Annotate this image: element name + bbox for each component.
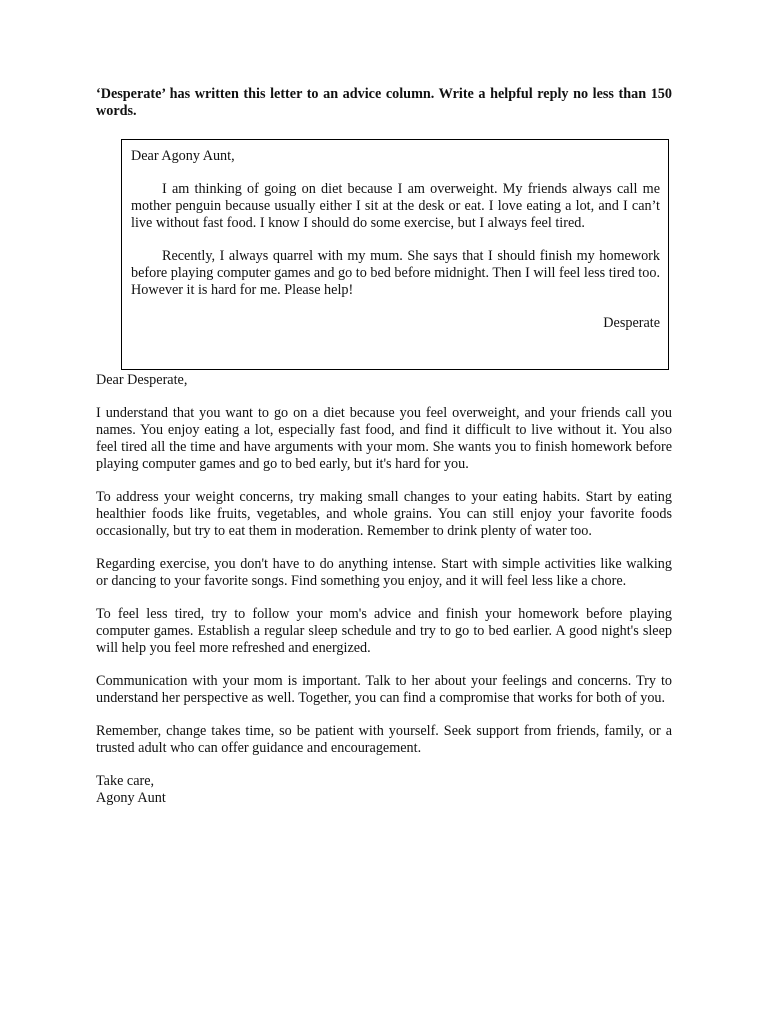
letter-signature: Desperate [603, 315, 660, 331]
reply-closing: Take care, [96, 773, 155, 789]
reply-paragraph-3: Regarding exercise, you don't have to do anything intense. Start with simple activities like walking or dancing to your favorite songs. Find something you enjoy, and it will feel less like a chore. [96, 556, 672, 589]
reply-paragraph-5: Communication with your mom is important. Talk to her about your feelings and concerns. Try to understand her perspective as well. Together, you can find a compromise that works for both of you. [96, 673, 672, 706]
reply-paragraph-1: I understand that you want to go on a diet because you feel overweight, and your friends call you names. You enjoy eating a lot, especially fast food, and find it difficult to live without it. You also feel tired all the time and have arguments with your mom. She wants you to finish homework before playing computer games and go to bed early, but it's hard for you. [96, 405, 672, 472]
reply-salutation: Dear Desperate, [96, 372, 188, 388]
assignment-instruction: ‘Desperate’ has written this letter to an advice column. Write a helpful reply no less than 150 words. [96, 86, 672, 119]
reply-paragraph-6: Remember, change takes time, so be patient with yourself. Seek support from friends, family, or a trusted adult who can offer guidance and encouragement. [96, 723, 672, 756]
reply-paragraph-4: To feel less tired, try to follow your mom's advice and finish your homework before playing computer games. Establish a regular sleep schedule and try to go to bed earlier. A good night's sleep will help you feel more refreshed and energized. [96, 606, 672, 656]
letter-salutation: Dear Agony Aunt, [131, 148, 235, 164]
original-letter-box [121, 139, 669, 370]
letter-paragraph-2: Recently, I always quarrel with my mum. She says that I should finish my homework before playing computer games and go to bed before midnight. Then I will feel less tired too. However it is hard for me. Please help! [131, 248, 660, 298]
reply-signature: Agony Aunt [96, 790, 166, 806]
reply-letter [96, 372, 672, 807]
letter-paragraph-1: I am thinking of going on diet because I am overweight. My friends always call me mother penguin because usually either I sit at the desk or eat. I love eating a lot, and I can’t live without fast food. I know I should do some exercise, but I always feel tired. [131, 181, 660, 231]
reply-paragraph-2: To address your weight concerns, try making small changes to your eating habits. Start by eating healthier foods like fruits, vegetables, and whole grains. You can still enjoy your favorite foods occasionally, but try to eat them in moderation. Remember to drink plenty of water too. [96, 489, 672, 539]
